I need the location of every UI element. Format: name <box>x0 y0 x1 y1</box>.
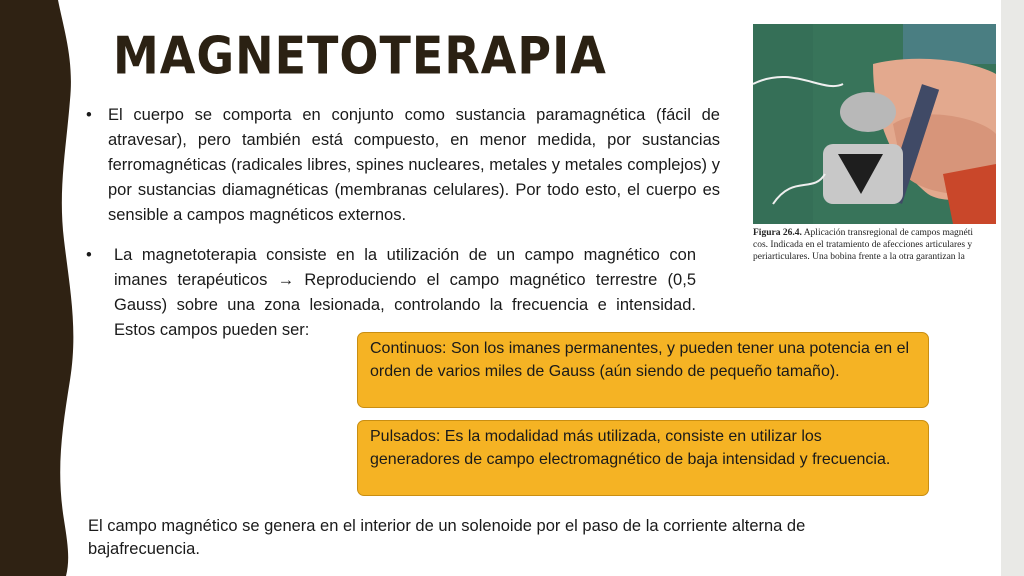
figure-label: Figura 26.4. <box>753 228 802 238</box>
box-pulsados: Pulsados: Es la modalidad más utilizada, consiste en utilizar los generadores de campo electromagnético de baja intensidad y frecuencia. <box>357 420 929 496</box>
box-continuos: Continuos: Son los imanes permanentes, y pueden tener una potencia en el orden de varios miles de Gauss (aún siendo de pequeño tamaño). <box>357 332 929 408</box>
caption-line-3: periarticulares. Una bobina frente a la otra garantizan la <box>753 252 965 262</box>
caption-line-1: Aplicación transregional de campos magnéti <box>803 228 974 238</box>
bullet-magnetotherapy: • La magnetoterapia consiste en la utilización de un campo magnético con imanes terapéuticos → Reproduciendo el campo magnético terrestre (0,5 Gauss) sobre una zona lesionada, controlando la frecuencia e intensidad. Estos campos pueden ser: <box>114 243 696 343</box>
footer-text: El campo magnético se genera en el interior de un solenoide por el paso de la corriente alterna de bajafrecuencia. <box>88 517 806 558</box>
caption-line-2: cos. Indicada en el tratamiento de afecciones articulares y <box>753 240 973 250</box>
right-edge-strip <box>1001 0 1024 576</box>
page-title: MAGNETOTERAPIA <box>113 25 607 86</box>
bullet-paramagnetic: • El cuerpo se comporta en conjunto como sustancia paramagnética (fácil de atravesar), pero también está compuesto, en menor medida, por sustancias ferromagnéticas (radicales libres, spines nucleares, metales y metales complejos) y por sustancias diamagnéticas (membranas celulares). Por todo esto, el cuerpo es sensible a campos magnéticos externos. <box>108 103 720 228</box>
figure-caption <box>753 227 1001 263</box>
